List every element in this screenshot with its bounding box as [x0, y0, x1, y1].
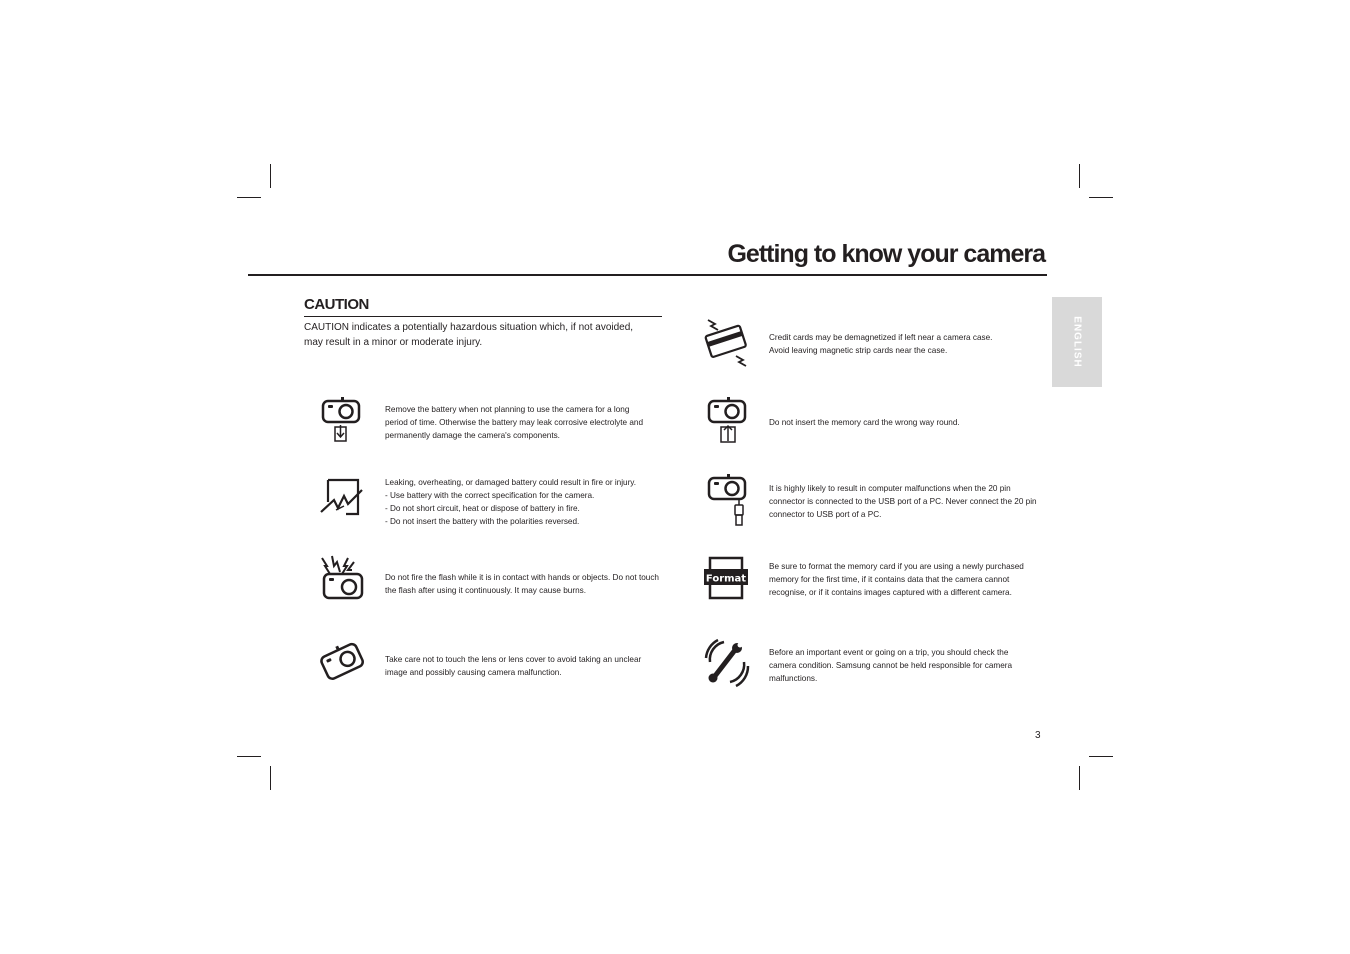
battery-damage-icon [318, 472, 368, 528]
crop-mark [1079, 164, 1080, 188]
caution-text-line: Do not fire the flash while it is in contact with hands or objects. Do not touch [385, 573, 659, 582]
caution-text-line: Before an important event or going on a trip, you should check the [769, 648, 1009, 657]
caution-text-line: Take care not to touch the lens or lens cover to avoid taking an unclear [385, 655, 642, 664]
wrench-check-icon [702, 636, 752, 692]
caution-text-line: connector to USB port of a PC. [769, 510, 882, 519]
caution-text-line: the flash after using it continuously. It may cause burns. [385, 586, 587, 595]
caution-text-line: Do not insert the memory card the wrong way round. [769, 418, 960, 427]
caution-intro: CAUTION indicates a potentially hazardous situation which, if not avoided, may result in a minor or moderate injury. [304, 322, 634, 348]
caution-text-line: memory for the first time, if it contains data that the camera cannot [769, 575, 1010, 584]
caution-text-line: image and possibly causing camera malfunction. [385, 668, 562, 677]
caution-text-line: Remove the battery when not planning to use the camera for a long [385, 405, 630, 414]
caution-text-line: malfunctions. [769, 674, 818, 683]
crop-mark [1079, 766, 1080, 790]
language-tab [1052, 297, 1102, 387]
page-number: 3 [1035, 730, 1041, 741]
caution-text-line: period of time. Otherwise the battery may leak corrosive electrolyte and [385, 418, 644, 427]
caution-text-line: Credit cards may be demagnetized if left near a camera case. [769, 333, 993, 342]
caution-text-line: Leaking, overheating, or damaged battery could result in fire or injury. [385, 478, 637, 487]
page-title: Getting to know your camera [727, 240, 1045, 268]
flash-hand-icon [318, 552, 368, 608]
caution-text-line: It is highly likely to result in computer malfunctions when the 20 pin [769, 484, 1011, 493]
format-icon-label: Format [705, 573, 747, 585]
caution-text-line: - Use battery with the correct specification for the camera. [385, 491, 595, 500]
caution-text-line: recognise, or if it contains images captured with a different camera. [769, 588, 1012, 597]
crop-mark [237, 756, 261, 757]
crop-mark [270, 766, 271, 790]
caution-text-line: - Do not short circuit, heat or dispose of battery in fire. [385, 504, 580, 513]
caution-text-line: camera condition. Samsung cannot be held responsible for camera [769, 661, 1013, 670]
memory-card-insert-icon [702, 395, 752, 451]
title-rule [248, 274, 1047, 276]
crop-mark [1089, 197, 1113, 198]
caution-rule [304, 316, 662, 317]
usb-connector-icon [702, 472, 752, 528]
caution-text-line: - Do not insert the battery with the polarities reversed. [385, 517, 580, 526]
caution-text-line: Avoid leaving magnetic strip cards near the case. [769, 346, 948, 355]
caution-text-line: permanently damage the camera's components. [385, 431, 560, 440]
caution-text-line: connector is connected to the USB port of a PC. Never connect the 20 pin [769, 497, 1037, 506]
crop-mark [237, 197, 261, 198]
crop-mark [270, 164, 271, 188]
format-card-icon [702, 552, 752, 608]
credit-card-magnet-icon [702, 314, 752, 370]
language-tab-label: ENGLISH [1071, 316, 1083, 368]
caution-heading: CAUTION [304, 296, 369, 313]
crop-mark [1089, 756, 1113, 757]
lens-touch-icon [318, 636, 368, 692]
camera-battery-remove-icon [318, 395, 368, 451]
caution-text-line: Be sure to format the memory card if you are using a newly purchased [769, 562, 1024, 571]
